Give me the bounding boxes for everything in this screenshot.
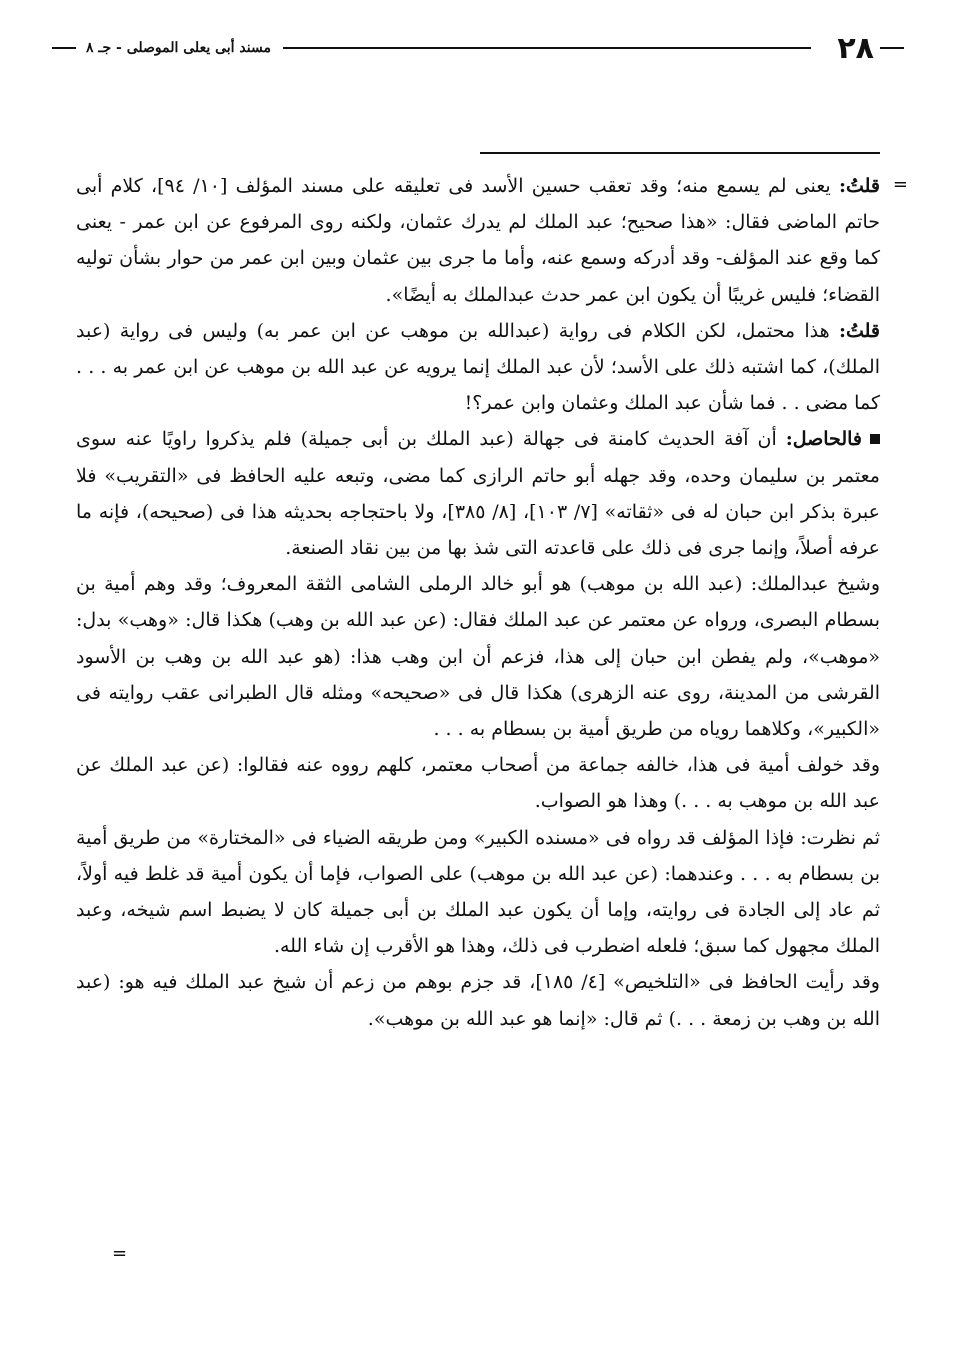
paragraph-lead: قلتُ: — [838, 319, 880, 342]
paragraph-text: هذا محتمل، لكن الكلام فى رواية (عبدالله بن موهب عن ابن عمر به) وليس فى رواية (عبد الملك)، كما اشتبه ذلك على الأسد؛ لأن عبد الملك إنما يرويه عن عبد الله بن موهب عن ابن عمر به . . . كما مضى . . فما شأن عبد الملك وعثمان وابن عمر؟! — [76, 319, 880, 415]
header-dash-right — [880, 47, 904, 49]
page-number: ٢٨ — [837, 30, 874, 66]
paragraph — [76, 820, 880, 965]
paragraph-text: ثم نظرت: فإذا المؤلف قد رواه فى «مسنده الكبير» ومن طريقه الضياء فى «المختارة» من طريق أمية بن بسطام به . . . وعندهما: (عن عبد الله بن موهب) على الصواب، فإما أن يكون أمية قد غلط فيه أولاً، ثم عاد إلى الجادة فى روايته، وإما أن يكون عبد الملك بن أبى جميلة كان لا يضبط اسم شيخه، وعبد الملك مجهول كما سبق؛ فلعله اضطرب فى ذلك، وهذا هو الأقرب إن شاء الله. — [76, 826, 880, 958]
paragraph-text: وقد خولف أمية فى هذا، خالفه جماعة من أصحاب معتمر، كلهم رووه عنه فقالوا: (عن عبد الملك عن عبد الله بن موهب به . . .) وهذا هو الصواب. — [76, 754, 880, 813]
book-title: مسند أبى يعلى الموصلى - جـ ٨ — [86, 40, 271, 56]
header-dash-left — [52, 47, 76, 49]
footnote-separator — [480, 152, 880, 154]
footnote-body — [76, 168, 880, 1037]
paragraph — [76, 964, 880, 1036]
continuation-mark-bottom: = — [112, 1243, 128, 1264]
paragraph-text: أن آفة الحديث كامنة فى جهالة (عبد الملك بن أبى جميلة) فلم يذكروا راويًا عنه سوى معتمر بن سليمان وحده، وقد جهله أبو حاتم الرازى كما مضى، وتبعه عليه الحافظ فى «التقريب» فلا عبرة بذكر ابن حبان له فى «ثقاته» [٧/ ١٠٣]، [٨/ ٣٨٥]، ولا باحتجاجه بحديثه هذا فى (صحيحه)، فإنه ما عرفه أصلاً، وإنما جرى فى ذلك على قاعدته التى شذ بها من بين نقاد الصنعة. — [76, 428, 880, 560]
paragraph — [76, 747, 880, 819]
paragraph-text: وشيخ عبدالملك: (عبد الله بن موهب) هو أبو خالد الرملى الشامى الثقة المعروف؛ وقد وهم أمية بن بسطام البصرى، ورواه عن معتمر عن عبد الملك فقال: (عن عبد الله بن وهب) هكذا قال: «وهب» بدل: «موهب»، ولم يفطن ابن حبان إلى هذا، فزعم أن ابن وهب هذا: (هو عبد الله بن وهب بن الأسود القرشى من المدينة، روى عنه الزهرى) هكذا قال فى «صحيحه» ومثله قال الطبرانى عقب روايته فى «الكبير»، وكلاهما روياه من طريق أمية بن بسطام به . . . — [76, 573, 880, 741]
header-rule — [283, 47, 811, 49]
continuation-mark-top: = — [892, 174, 908, 195]
paragraph-lead: قلتُ: — [838, 175, 880, 197]
paragraph-lead: فالحاصل: — [785, 428, 862, 451]
running-header — [52, 28, 904, 68]
paragraph-text: يعنى لم يسمع منه؛ وقد تعقب حسين الأسد فى تعليقه على مسند المؤلف [١٠/ ٩٤]، كلام أبى حاتم الماضى فقال: «هذا صحيح؛ عبد الملك لم يدرك عثمان، ولكنه روى المرفوع عن ابن عمر - يعنى كما وقع عند المؤلف- وقد أدركه وسمع عنه، وأما ما جرى بين عثمان وبين ابن عمر من حوار بشأن توليه القضاء؛ فليس غريبًا أن يكون ابن عمر حدث عبدالملك به أيضًا». — [76, 175, 880, 306]
paragraph — [76, 421, 880, 566]
paragraph — [76, 313, 880, 422]
paragraph-text: وقد رأيت الحافظ فى «التلخيص» [٤/ ١٨٥]، قد جزم بوهم من زعم أن شيخ عبد الملك فيه هو: (عبد الله بن وهب بن زمعة . . .) ثم قال: «إنما هو عبد الله بن موهب». — [76, 971, 880, 1030]
paragraph — [76, 168, 880, 313]
paragraph — [76, 566, 880, 747]
square-bullet-icon — [870, 434, 880, 444]
